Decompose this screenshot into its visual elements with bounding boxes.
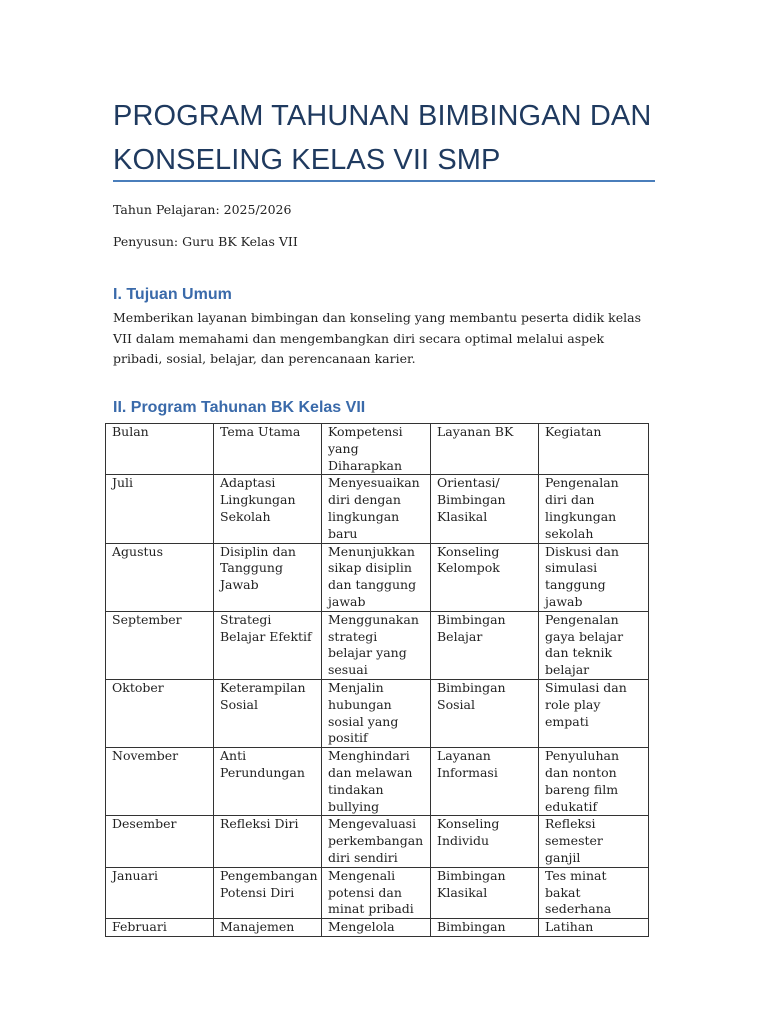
cell-competency: Menjalin hubungan sosial yang positif bbox=[322, 679, 431, 747]
table-row bbox=[106, 611, 649, 679]
cell-month: Februari bbox=[106, 919, 214, 937]
cell-activity: Simulasi dan role play empati bbox=[539, 679, 649, 747]
cell-activity: Pengenalan diri dan lingkungan sekolah bbox=[539, 475, 649, 543]
cell-activity: Latihan bbox=[539, 919, 649, 937]
cell-month: Agustus bbox=[106, 543, 214, 611]
table-row bbox=[106, 748, 649, 816]
cell-month: November bbox=[106, 748, 214, 816]
cell-theme: Disiplin dan Tanggung Jawab bbox=[214, 543, 322, 611]
cell-theme: Keterampilan Sosial bbox=[214, 679, 322, 747]
cell-theme: Refleksi Diri bbox=[214, 816, 322, 867]
goal-paragraph: Memberikan layanan bimbingan dan konseling yang membantu peserta didik kelas VII dalam memahami dan mengembangkan diri secara optimal melalui aspek pribadi, sosial, belajar, dan perencanaan karier. bbox=[113, 310, 642, 366]
cell-competency: Menyesuaikan diri dengan lingkungan baru bbox=[322, 475, 431, 543]
cell-month: Desember bbox=[106, 816, 214, 867]
cell-theme: Strategi Belajar Efektif bbox=[214, 611, 322, 679]
cell-service: Bimbingan bbox=[431, 919, 539, 937]
table-row bbox=[106, 475, 649, 543]
cell-activity: Diskusi dan simulasi tanggung jawab bbox=[539, 543, 649, 611]
section-heading-goals: I. Tujuan Umum bbox=[113, 286, 232, 303]
academic-year: Tahun Pelajaran: 2025/2026 bbox=[113, 202, 292, 217]
cell-theme: Anti Perundungan bbox=[214, 748, 322, 816]
cell-month: Juli bbox=[106, 475, 214, 543]
header-competency: Kompetensi yang Diharapkan bbox=[322, 424, 431, 475]
cell-competency: Mengenali potensi dan minat pribadi bbox=[322, 867, 431, 918]
cell-month: Januari bbox=[106, 867, 214, 918]
cell-theme: Adaptasi Lingkungan Sekolah bbox=[214, 475, 322, 543]
table-row bbox=[106, 867, 649, 918]
cell-activity: Pengenalan gaya belajar dan teknik belajar bbox=[539, 611, 649, 679]
cell-competency: Mengelola bbox=[322, 919, 431, 937]
cell-month: September bbox=[106, 611, 214, 679]
header-theme: Tema Utama bbox=[214, 424, 322, 475]
document-title: PROGRAM TAHUNAN BIMBINGAN DAN KONSELING KELAS VII SMP bbox=[113, 100, 652, 176]
table-row bbox=[106, 679, 649, 747]
cell-service: Konseling Kelompok bbox=[431, 543, 539, 611]
cell-activity: Refleksi semester ganjil bbox=[539, 816, 649, 867]
program-table bbox=[105, 423, 649, 937]
cell-service: Bimbingan Belajar bbox=[431, 611, 539, 679]
cell-theme: Manajemen bbox=[214, 919, 322, 937]
cell-competency: Menggunakan strategi belajar yang sesuai bbox=[322, 611, 431, 679]
cell-theme: Pengembangan Potensi Diri bbox=[214, 867, 322, 918]
cell-competency: Menghindari dan melawan tindakan bullying bbox=[322, 748, 431, 816]
title-divider bbox=[113, 180, 655, 182]
table-row bbox=[106, 543, 649, 611]
cell-service: Bimbingan Klasikal bbox=[431, 867, 539, 918]
section-heading-program: II. Program Tahunan BK Kelas VII bbox=[113, 399, 366, 416]
author-line: Penyusun: Guru BK Kelas VII bbox=[113, 234, 298, 249]
table-row bbox=[106, 919, 649, 937]
header-activity: Kegiatan bbox=[539, 424, 649, 475]
cell-service: Orientasi/ Bimbingan Klasikal bbox=[431, 475, 539, 543]
header-month: Bulan bbox=[106, 424, 214, 475]
header-service: Layanan BK bbox=[431, 424, 539, 475]
cell-competency: Mengevaluasi perkembangan diri sendiri bbox=[322, 816, 431, 867]
cell-service: Bimbingan Sosial bbox=[431, 679, 539, 747]
cell-service: Layanan Informasi bbox=[431, 748, 539, 816]
cell-activity: Penyuluhan dan nonton bareng film edukatif bbox=[539, 748, 649, 816]
cell-activity: Tes minat bakat sederhana bbox=[539, 867, 649, 918]
table-row bbox=[106, 816, 649, 867]
cell-month: Oktober bbox=[106, 679, 214, 747]
cell-service: Konseling Individu bbox=[431, 816, 539, 867]
table-header-row bbox=[106, 424, 649, 475]
cell-competency: Menunjukkan sikap disiplin dan tanggung jawab bbox=[322, 543, 431, 611]
